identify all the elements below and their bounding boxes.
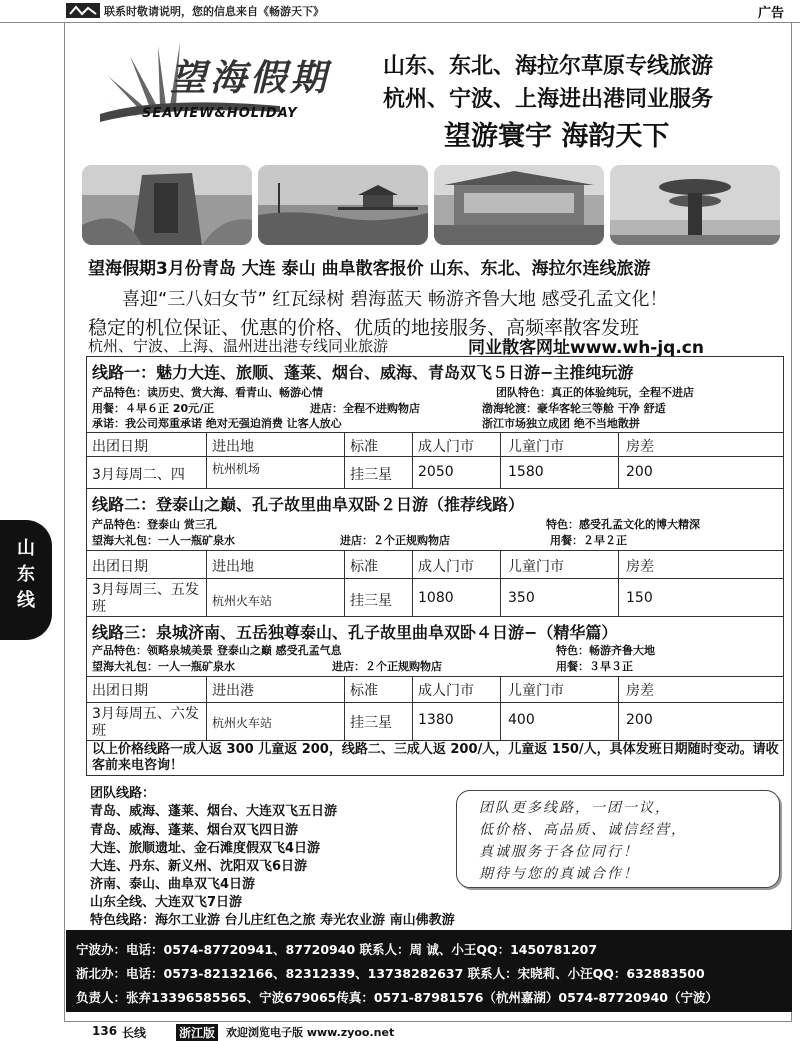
col-header-room: 房差 [626, 439, 654, 455]
table-divider [86, 676, 784, 677]
route-3-child-price: 400 [508, 712, 535, 728]
group-item-special: 特色线路：海尔工业游 台儿庄红色之旅 寿光农业游 南山佛教游 [90, 913, 455, 928]
group-item: 大连、丹东、新义州、沈阳双飞6日游 [90, 859, 308, 874]
table-divider [86, 456, 784, 457]
website-link[interactable]: 同业散客网址www.wh-jq.cn [468, 338, 704, 358]
photo-seaside-pavilion [258, 165, 428, 245]
col-header-room: 房差 [626, 683, 654, 699]
route-3-feature: 望海大礼包：一人一瓶矿泉水 [92, 660, 235, 673]
table-divider [86, 550, 784, 551]
route-2-feature: 产品特色：登泰山 赏三孔 [92, 518, 217, 531]
route-1-title: 线路一：魅力大连、旅顺、蓬莱、烟台、威海、青岛双飞５日游−主推纯玩游 [92, 363, 634, 382]
route-3-depart: 杭州火车站 [212, 716, 273, 730]
group-item: 大连、旅顺遗址、金石滩度假双飞4日游 [90, 841, 321, 856]
route-2-date: 3月每周三、五发班 [92, 582, 199, 615]
contact-zhebei: 浙北办：电话：0573-82132166、82312339、13738282637 联系人：宋晓莉、小汪QQ：632883500 [76, 966, 705, 981]
route-3-adult-price: 1380 [418, 712, 454, 728]
brand-english: SEAVIEW&HOLIDAY [142, 106, 298, 121]
promo-bubble [456, 790, 780, 888]
route-1-feature: 团队特色：真正的体验纯玩，全程不进店 [496, 386, 694, 399]
col-header-date: 出团日期 [92, 439, 148, 455]
intro-line-3: 稳定的机位保证、优惠的价格、优质的地接服务、高频率散客发班 [88, 317, 640, 339]
top-bar [0, 0, 800, 23]
route-2-feature: 望海大礼包：一人一瓶矿泉水 [92, 534, 235, 547]
route-1-feature: 承诺：我公司郑重承诺 绝对无强迫消费 让客人放心 [92, 417, 342, 430]
brand-slogan: 望游寰宇 海韵天下 [444, 121, 670, 152]
route-divider [86, 488, 784, 489]
section-side-tab [0, 520, 52, 640]
table-divider [86, 578, 784, 579]
col-header-child: 儿童门市 [508, 559, 564, 575]
contact-manager: 负责人：张弃13396585565、宁波679065传真：0571-87981576（杭州嘉湖）0574-87720940（宁波） [76, 990, 718, 1005]
route-1-standard: 挂三星 [350, 467, 392, 483]
route-1-feature: 产品特色：读历史、赏大海、看青山、畅游心情 [92, 386, 323, 399]
intro-line-4: 杭州、宁波、上海、温州进出港专线同业旅游 [88, 337, 389, 355]
promo-line: 团队更多线路，一团一议， [479, 800, 671, 816]
group-item: 青岛、威海、蓬莱、烟台双飞四日游 [90, 823, 299, 838]
gate-photo-image [434, 165, 604, 245]
page-number: 136 [92, 1024, 118, 1038]
col-header-child: 儿童门市 [508, 439, 564, 455]
col-header-child: 儿童门市 [508, 683, 564, 699]
footer-edition: 浙江版 [176, 1024, 218, 1041]
photo-monument [610, 165, 780, 245]
route-2-room-diff: 150 [626, 590, 653, 606]
route-1-feature: 渤海轮渡：豪华客轮三等舱 干净 舒适 [482, 402, 666, 415]
headline-2: 杭州、宁波、上海进出港同业服务 [383, 87, 714, 112]
footer [0, 1022, 800, 1040]
source-notice: 联系时敬请说明，您的信息来自《畅游天下》 [104, 5, 324, 18]
table-divider [86, 740, 784, 741]
seaside-photo-image [258, 165, 428, 245]
route-2-feature: 特色：感受孔孟文化的博大精深 [546, 518, 700, 531]
col-header-depart: 进出港 [212, 683, 254, 699]
route-2-title: 线路二：登泰山之巅、孔子故里曲阜双卧２日游（推荐线路） [92, 495, 525, 514]
route-3-date: 3月每周五、六发班 [92, 706, 199, 739]
route-1-date: 3月每周二、四 [92, 467, 185, 483]
route-2-depart: 杭州火车站 [212, 594, 273, 608]
route-1-room-diff: 200 [626, 464, 653, 480]
promo-line: 真诚服务于各位同行！ [479, 844, 639, 860]
route-divider [86, 616, 784, 617]
col-header-depart: 进出地 [212, 439, 254, 455]
promo-line: 低价格、高品质、诚信经营， [479, 822, 687, 838]
headline-1: 山东、东北、海拉尔草原专线旅游 [383, 54, 714, 79]
col-header-adult: 成人门市 [418, 559, 474, 575]
table-divider [86, 702, 784, 703]
side-tab-label: 山东线 [17, 538, 35, 611]
route-1-adult-price: 2050 [418, 464, 454, 480]
route-3-feature: 进店：２个正规购物店 [332, 660, 442, 673]
col-header-standard: 标准 [350, 439, 378, 455]
route-1-feature: 进店：全程不进购物店 [310, 402, 420, 415]
rock-photo-image [82, 165, 252, 245]
col-header-depart: 进出地 [212, 559, 254, 575]
group-item: 山东全线、大连双飞7日游 [90, 895, 243, 910]
contact-block [66, 930, 792, 1012]
table-divider [86, 432, 784, 433]
intro-line-2: 喜迎“三八妇女节” 红瓦绿树 碧海蓝天 畅游齐鲁大地 感受孔孟文化！ [122, 289, 668, 310]
magazine-logo-icon [66, 3, 100, 18]
group-item: 济南、泰山、曲阜双飞4日游 [90, 877, 256, 892]
brand-name: 望海假期 [170, 57, 331, 99]
group-heading: 团队线路： [90, 786, 156, 801]
route-1-depart: 杭州机场 [212, 462, 261, 476]
col-header-standard: 标准 [350, 559, 378, 575]
route-1-feature: 用餐：４早６正 20元/正 [92, 402, 215, 415]
ad-tag: 广告 [758, 6, 785, 21]
footer-section: 长线 [122, 1026, 147, 1040]
route-3-title: 线路三：泉城济南、五岳独尊泰山、孔子故里曲阜双卧４日游−（精华篇） [92, 623, 618, 642]
route-3-feature: 产品特色：领略泉城美景 登泰山之巅 感受孔孟气息 [92, 644, 342, 657]
col-header-adult: 成人门市 [418, 683, 474, 699]
col-header-date: 出团日期 [92, 683, 148, 699]
col-header-standard: 标准 [350, 683, 378, 699]
route-2-adult-price: 1080 [418, 590, 454, 606]
promo-line: 期待与您的真诚合作！ [479, 866, 639, 882]
photo-rock-inscription [82, 165, 252, 245]
contact-ningbo: 宁波办：电话：0574-87720941、87720940 联系人：周 诚、小王QQ：1450781207 [76, 942, 598, 957]
route-2-child-price: 350 [508, 590, 535, 606]
intro-line-1: 望海假期3月份青岛 大连 泰山 曲阜散客报价 山东、东北、海拉尔连线旅游 [88, 259, 651, 279]
route-3-feature: 特色：畅游齐鲁大地 [556, 644, 655, 657]
footer-site[interactable]: 欢迎浏览电子版 www.zyoo.net [226, 1026, 395, 1039]
route-1-feature: 浙江市场独立成团 绝不当地散拼 [482, 417, 640, 430]
rebate-note: 以上价格线路一成人返 300 儿童返 200，线路二、三成人返 200/人，儿童返 150/人，具体发班日期随时变动。请收客前来电咨询！ [92, 742, 779, 773]
col-header-date: 出团日期 [92, 559, 148, 575]
col-header-adult: 成人门市 [418, 439, 474, 455]
photo-gate-building [434, 165, 604, 245]
route-3-standard: 挂三星 [350, 715, 392, 731]
route-3-room-diff: 200 [626, 712, 653, 728]
monument-photo-image [610, 165, 780, 245]
route-3-feature: 用餐：３早３正 [556, 660, 633, 673]
group-item: 青岛、威海、蓬莱、烟台、大连双飞五日游 [90, 804, 338, 819]
route-1-child-price: 1580 [508, 464, 544, 480]
route-2-feature: 进店：２个正规购物店 [340, 534, 450, 547]
route-2-feature: 用餐：２早２正 [550, 534, 627, 547]
col-header-room: 房差 [626, 559, 654, 575]
route-2-standard: 挂三星 [350, 593, 392, 609]
